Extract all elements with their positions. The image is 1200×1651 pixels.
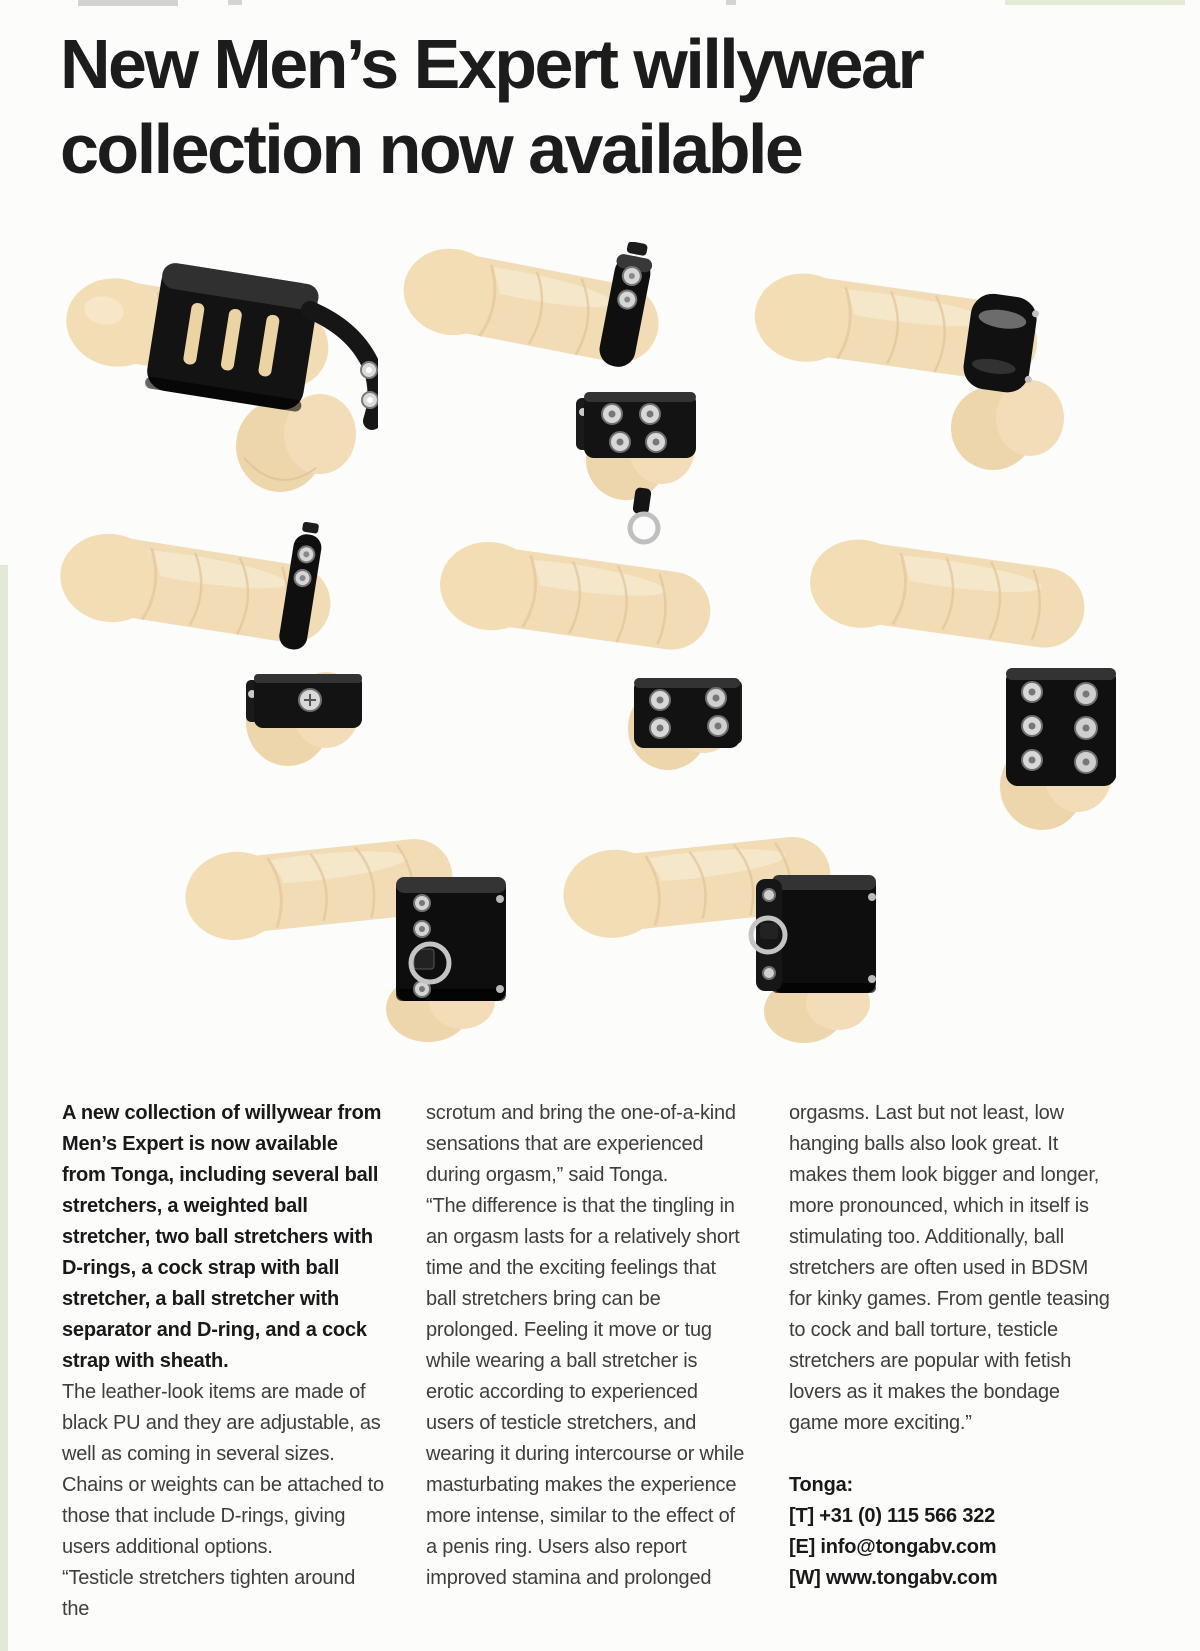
intro-paragraph: A new collection of willywear from Men’s Expert is now available from Tonga, including several ball stretchers, a weighted ball stretcher, two ball stretchers with D-rings, a cock strap with ball stretcher, a ball stretcher with separator and D-ring, and a cock strap with sheath.: [62, 1102, 382, 1372]
page-title-line2: collection now available: [60, 110, 802, 188]
page-title-line1: New Men’s Expert willywear: [60, 25, 923, 103]
top-crop-artifact-1: [78, 0, 178, 6]
left-accent-strip: [0, 565, 8, 1651]
contact-website: [W] www.tongabv.com: [789, 1567, 998, 1589]
product-photo-8: [552, 783, 897, 1045]
shaft: [434, 536, 716, 661]
product-photo-2: [398, 242, 708, 547]
product-illustration-8: [552, 783, 897, 1045]
contact-email: [E] info@tongabv.com: [789, 1536, 997, 1558]
body-paragraph: scrotum and bring the one-of-a-kind sensations that are experienced during orgasm,” said Tonga.: [426, 1102, 736, 1186]
top-crop-artifact-4: [1005, 0, 1185, 5]
page-title: [60, 22, 922, 192]
product-photo-4: [48, 522, 393, 772]
top-crop-artifact-3: [726, 0, 736, 5]
product-photo-3: [735, 268, 1085, 478]
article-column-1: [62, 1098, 386, 1625]
product-illustration-4: [48, 522, 393, 772]
top-crop-artifact-2: [228, 0, 242, 5]
product-illustration-1: [48, 258, 378, 508]
product-photo-1: [48, 258, 378, 508]
glossy-band: [961, 291, 1043, 396]
body-paragraph: The leather-look items are made of black PU and they are adjustable, as well as coming in several sizes. Chains or weights can be attached to those that include D-rings, giving users additional options.: [62, 1381, 384, 1558]
studded-stretcher-band: [576, 392, 696, 458]
contact-label: Tonga:: [789, 1474, 853, 1496]
product-photo-5: [432, 530, 772, 775]
article-column-2: [426, 1098, 750, 1594]
sheath-accessory: [144, 261, 320, 412]
quote-paragraph-end: orgasms. Last but not least, low hanging balls also look great. It makes them look bigger and longer, more pronounced, which in itself is stimulating too. Additionally, ball stretchers are often used in BDSM for kinky games. From gentle teasing to cock and ball torture, testicle stretchers are popular with fetish lovers as it makes the bondage game more exciting.”: [789, 1102, 1110, 1434]
product-illustration-5: [432, 530, 772, 775]
shaft: [804, 533, 1090, 659]
quote-paragraph: “The difference is that the tingling in an orgasm lasts for a relatively short time and the exciting feelings that ball stretchers bring can be prolonged. Feeling it move or tug while wearing a ball stretcher is erotic according to experienced users of testicle stretchers, and wearing it during intercourse or while masturbating makes the experience more intense, similar to the effect of a penis ring. Users also report improved stamina and prolonged: [426, 1195, 745, 1589]
scrotum: [951, 380, 1064, 470]
article-column-3: [789, 1098, 1113, 1594]
product-illustration-2: [398, 242, 708, 547]
product-photo-7: [178, 783, 518, 1045]
weighted-cylinder: [396, 877, 506, 1001]
studded-stretcher-band: [1006, 668, 1116, 786]
contact-block: [789, 1470, 1113, 1594]
studded-stretcher-band: [634, 678, 742, 748]
contact-phone: [T] +31 (0) 115 566 322: [789, 1505, 996, 1527]
weighted-cylinder: [751, 875, 876, 993]
stretcher-band: [246, 674, 362, 728]
product-illustration-7: [178, 783, 518, 1045]
product-illustration-3: [735, 268, 1085, 478]
quote-paragraph-start: “Testicle stretchers tighten around the: [62, 1567, 356, 1620]
